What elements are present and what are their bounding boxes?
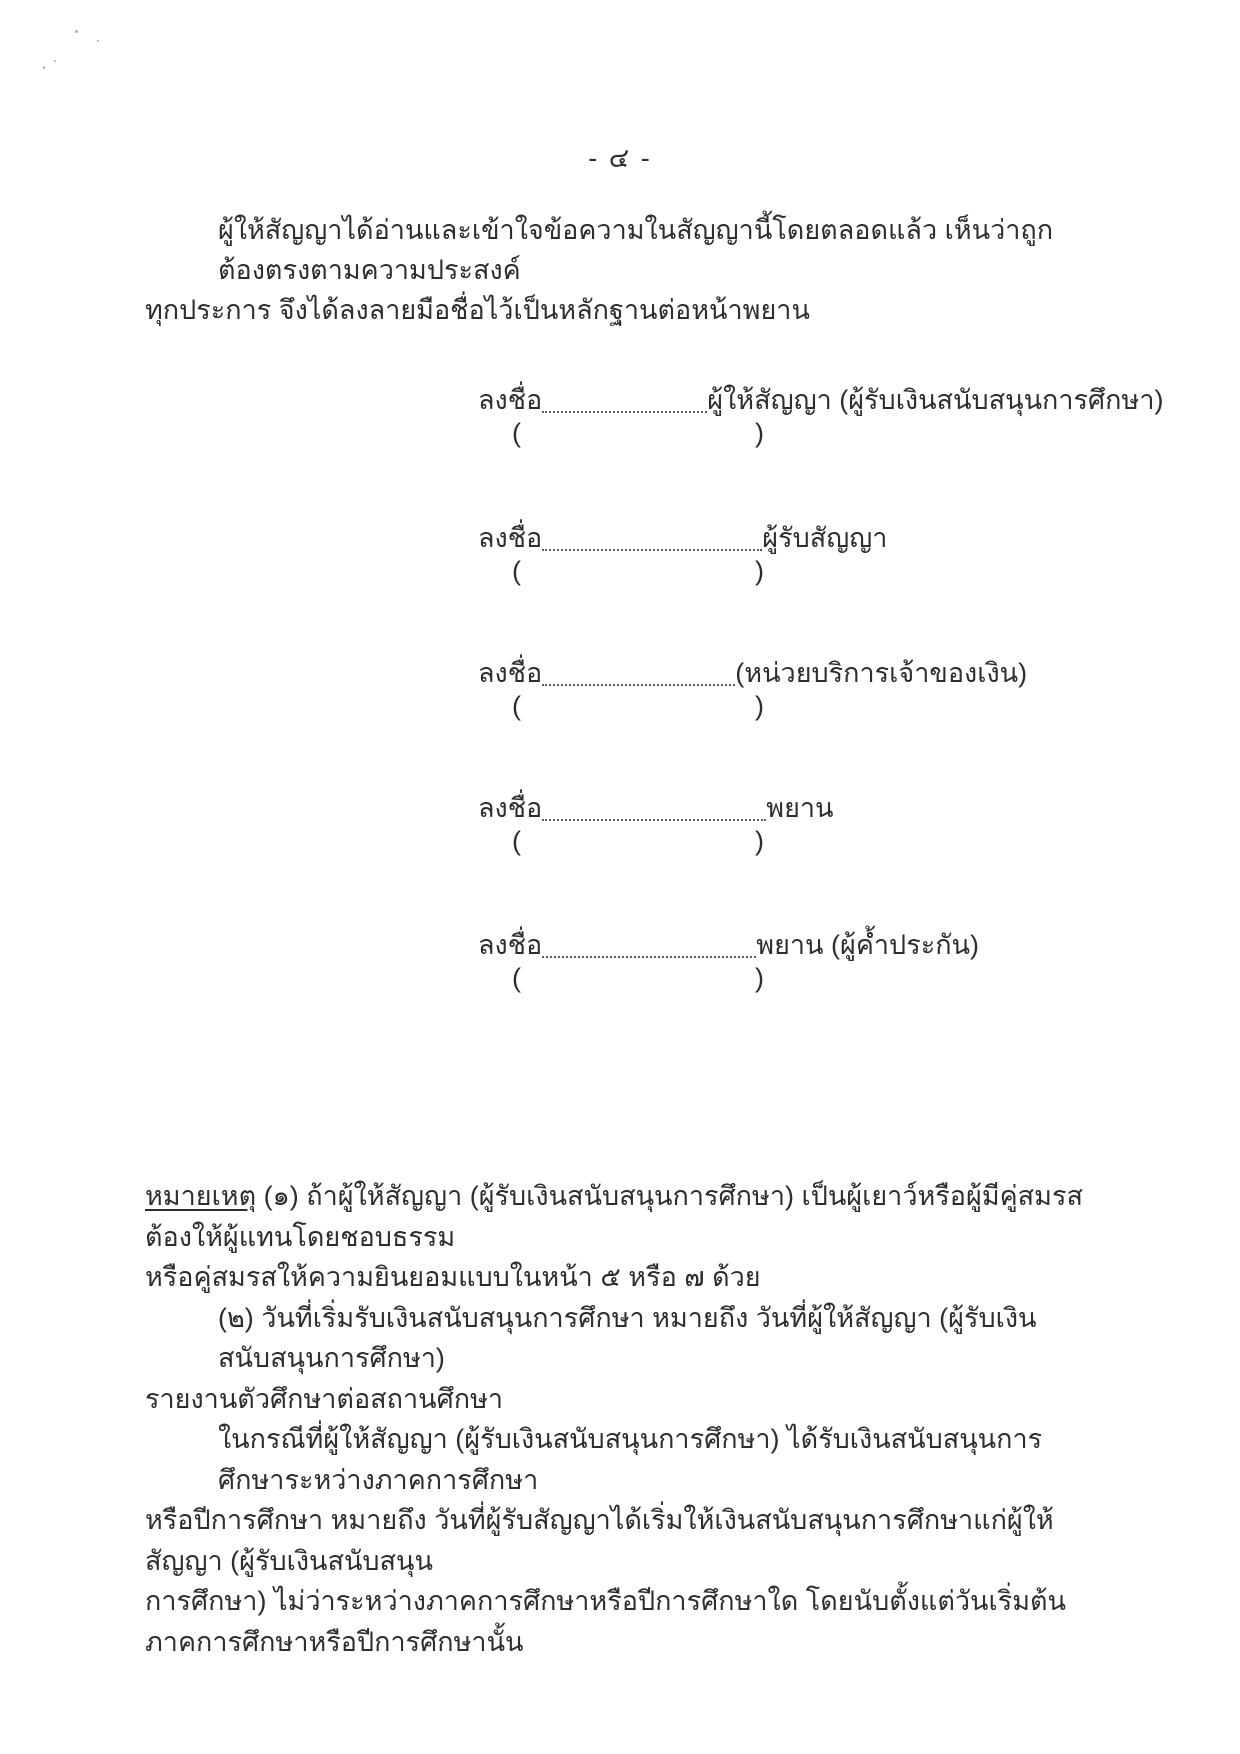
signature-dotted-line (542, 389, 707, 413)
notes-line-1-text: (๑) ถ้าผู้ให้สัญญา (ผู้รับเงินสนับสนุนการศึกษา) เป็นผู้เยาว์หรือผู้มีคู่สมรสต้องให้ผู้แทนโดยชอบธรรม (145, 1181, 1083, 1252)
signature-block-contract-giver (478, 378, 1163, 456)
signature-dotted-line (542, 934, 756, 958)
intro-line-2: ทุกประการ จึงได้ลงลายมือชื่อไว้เป็นหลักฐานต่อหน้าพยาน (145, 295, 810, 325)
notes-line-3: (๒) วันที่เริ่มรับเงินสนับสนุนการศึกษา หมายถึง วันที่ผู้ให้สัญญา (ผู้รับเงินสนับสนุนการศึกษา) (218, 1302, 1037, 1373)
signature-row (478, 786, 834, 824)
sign-prefix: ลงชื่อ (478, 658, 543, 688)
notes-line-6: หรือปีการศึกษา หมายถึง วันที่ผู้รับสัญญาได้เริ่มให้เงินสนับสนุนการศึกษาแก่ผู้ให้สัญญา (ผู้รับเงินสนับสนุน (145, 1505, 1054, 1576)
signature-row (478, 923, 979, 961)
notes-line-2: หรือคู่สมรสให้ความยินยอมแบบในหน้า ๕ หรือ ๗ ด้วย (145, 1262, 761, 1292)
paren-open: ( (512, 556, 521, 586)
name-paren-row (512, 691, 764, 729)
paren-close: ) (755, 963, 764, 993)
signature-role-label: พยาน (766, 793, 834, 823)
signature-row (478, 651, 1027, 689)
scanner-speck (75, 30, 78, 33)
notes-line-5: ในกรณีที่ผู้ให้สัญญา (ผู้รับเงินสนับสนุนการศึกษา) ได้รับเงินสนับสนุนการศึกษาระหว่างภาคการศึกษา (218, 1424, 1043, 1495)
name-paren-row (512, 963, 764, 1001)
name-paren-row (512, 556, 764, 594)
paren-close: ) (755, 418, 764, 448)
paren-close: ) (755, 826, 764, 856)
paren-open: ( (512, 691, 521, 721)
paren-close: ) (755, 691, 764, 721)
signature-block-contract-receiver (478, 516, 887, 594)
signature-dotted-line (542, 662, 735, 686)
paren-close: ) (755, 556, 764, 586)
notes-section (145, 1176, 1105, 1662)
paren-open: ( (512, 963, 521, 993)
signature-dotted-line (542, 527, 762, 551)
intro-paragraph (145, 210, 1100, 330)
scanner-speck (97, 40, 99, 42)
signature-role-label: พยาน (ผู้ค้ำประกัน) (756, 930, 979, 960)
signature-row (478, 516, 887, 554)
signature-block-funding-unit (478, 651, 1027, 729)
notes-line-1 (145, 1176, 1105, 1257)
signature-block-witness-guarantor (478, 923, 979, 1001)
intro-line-1: ผู้ให้สัญญาได้อ่านและเข้าใจข้อความในสัญญานี้โดยตลอดแล้ว เห็นว่าถูกต้องตรงตามความประสงค์ (218, 215, 1054, 285)
signature-role-label: (หน่วยบริการเจ้าของเงิน) (735, 658, 1028, 688)
paren-open: ( (512, 826, 521, 856)
signature-role-label: ผู้ให้สัญญา (ผู้รับเงินสนับสนุนการศึกษา) (707, 385, 1164, 415)
signature-block-witness (478, 786, 834, 864)
signature-dotted-line (542, 797, 766, 821)
sign-prefix: ลงชื่อ (478, 523, 543, 553)
scanner-speck (54, 60, 56, 62)
notes-heading: หมายเหตุ (145, 1181, 257, 1211)
signature-role-label: ผู้รับสัญญา (762, 523, 888, 553)
name-paren-row (512, 418, 764, 456)
notes-line-7: การศึกษา) ไม่ว่าระหว่างภาคการศึกษาหรือปีการศึกษาใด โดยนับตั้งแต่วันเริ่มต้นภาคการศึกษาหรือปีการศึกษานั้น (145, 1586, 1067, 1657)
sign-prefix: ลงชื่อ (478, 793, 543, 823)
sign-prefix: ลงชื่อ (478, 385, 543, 415)
signature-row (478, 378, 1163, 416)
sign-prefix: ลงชื่อ (478, 930, 543, 960)
scanner-speck (43, 66, 45, 69)
page-number: - ๔ - (588, 143, 652, 173)
paren-open: ( (512, 418, 521, 448)
notes-line-4: รายงานตัวศึกษาต่อสถานศึกษา (145, 1383, 504, 1414)
name-paren-row (512, 826, 764, 864)
